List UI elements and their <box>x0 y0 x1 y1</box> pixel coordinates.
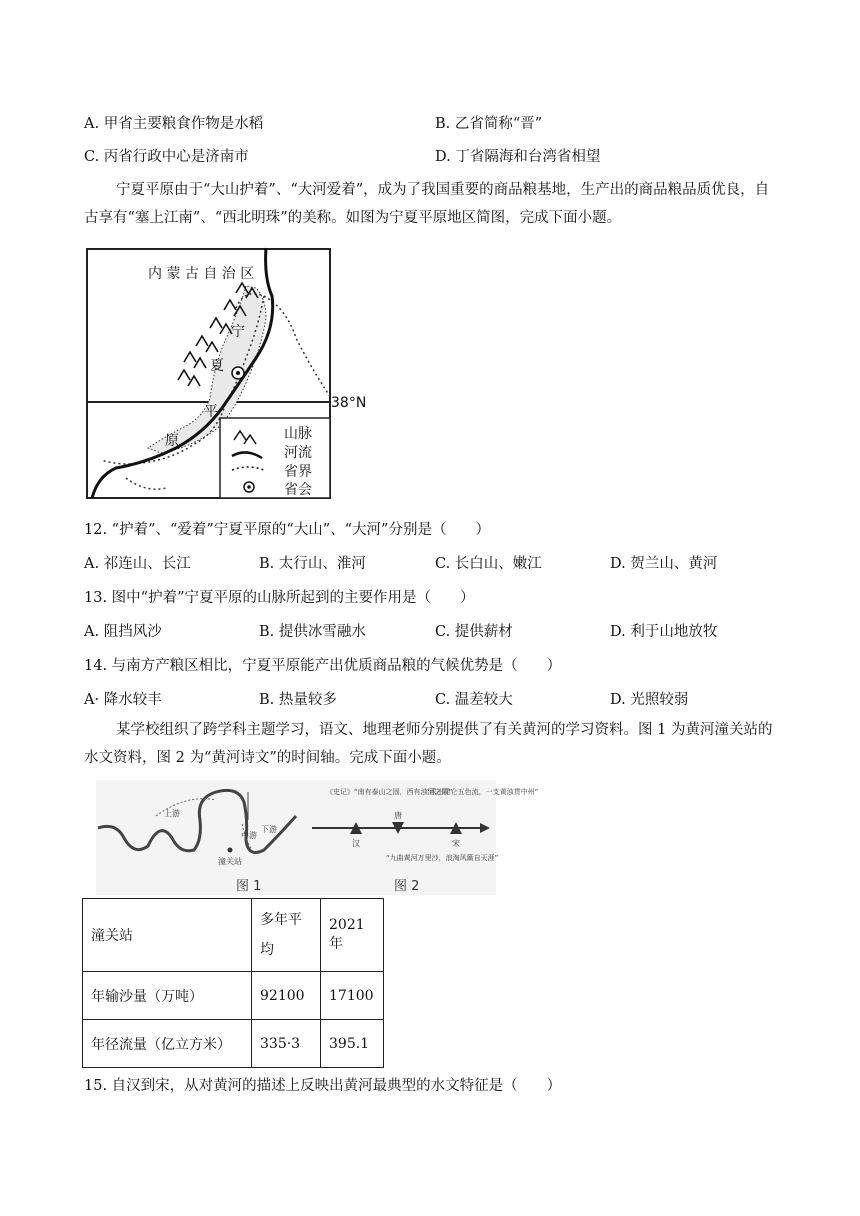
map-plain-char-2: 夏 <box>210 358 224 374</box>
q11-option-a: A. 甲省主要粮食作物是水稻 <box>84 116 264 132</box>
q12-option-c: C. 长白山、嫩江 <box>435 556 542 572</box>
fig2-quote-3: “九曲黄河万里沙，浪淘风簸自天涯” <box>386 854 499 862</box>
tongguan-table <box>82 898 384 1068</box>
q13-option-d: D. 利于山地放牧 <box>610 624 718 640</box>
passage-ningxia: 宁夏平原由于“大山护着”、“大河爱着”，成为了我国重要的商品粮基地，生产出的商品粮品质优良，自古享有“塞上江南”、“西北明珠”的美称。如图为宁夏平原地区简图，完成下面小题。 <box>84 182 770 226</box>
fig2-quote-2: “派出昆仑五色流，一支黄浊贯中州” <box>426 788 539 796</box>
table-cell: 年径流量（亿立方米） <box>83 1020 252 1068</box>
latitude-label: 38°N <box>331 395 367 411</box>
map-legend <box>220 418 330 498</box>
q12-option-d: D. 贺兰山、黄河 <box>610 556 718 572</box>
q14-option-a: A· 降水较丰 <box>84 692 162 708</box>
table-cell: 年输沙量（万吨） <box>83 972 252 1020</box>
q13-stem: 13. 图中“护着”宁夏平原的山脉所起到的主要作用是（ ） <box>84 590 475 606</box>
fig2-quote-1: 《史记》“南有泰山之固，西有浊河之限” <box>326 788 453 796</box>
q13-option-c: C. 提供薪材 <box>435 624 513 640</box>
q11-option-b: B. 乙省简称“晋” <box>435 116 543 132</box>
legend-river-label: 河流 <box>284 445 312 461</box>
legend-mountain-label: 山脉 <box>284 426 312 442</box>
fig1-caption: 图 1 <box>236 879 262 894</box>
table-header-cell: 潼关站 <box>83 899 252 972</box>
fig1-station-label: 潼关站 <box>218 857 242 866</box>
q12-stem: 12. “护着”、“爱着”宁夏平原的“大山”、“大河”分别是（ ） <box>84 522 490 538</box>
table-cell: 335·3 <box>252 1020 321 1068</box>
fig2-era-tang: 唐 <box>394 811 402 820</box>
q14-option-c: C. 温差较大 <box>435 692 513 708</box>
table-row <box>83 1020 384 1068</box>
passage-yellow-river: 某学校组织了跨学科主题学习，语文、地理老师分别提供了有关黄河的学习资料。图 1 为黄河潼关站的水文资料，图 2 为“黄河诗文”的时间轴。完成下面小题。 <box>84 722 773 766</box>
yellow-river-figures <box>96 780 539 895</box>
legend-capital-label: 省会 <box>284 482 312 498</box>
table-header-cell: 多年平均 <box>252 899 321 972</box>
fig1-middle-label: 中游 <box>241 831 257 840</box>
fig2-caption: 图 2 <box>394 879 420 894</box>
fig1-lower-label: 下游 <box>261 825 277 834</box>
map-plain-char-1: 宁 <box>231 324 245 340</box>
q15-stem: 15. 自汉到宋，从对黄河的描述上反映出黄河最典型的水文特征是（ ） <box>84 1078 562 1094</box>
q12-option-b: B. 太行山、淮河 <box>259 556 366 572</box>
table-header-cell: 2021年 <box>321 899 384 972</box>
map-plain-char-3: 平 <box>204 404 218 420</box>
ningxia-map <box>86 248 346 500</box>
q11-option-d: D. 丁省隔海和台湾省相望 <box>435 149 601 165</box>
q14-option-d: D. 光照较弱 <box>610 692 689 708</box>
fig2-era-han: 汉 <box>352 839 360 848</box>
q13-option-a: A. 阻挡风沙 <box>84 624 162 640</box>
fig2-era-song: 宋 <box>452 839 460 848</box>
q14-option-b: B. 热量较多 <box>259 692 337 708</box>
q14-stem: 14. 与南方产粮区相比，宁夏平原能产出优质商品粮的气候优势是（ ） <box>84 658 562 674</box>
fig1-upper-label: 上游 <box>164 809 180 818</box>
q12-option-a: A. 祁连山、长江 <box>84 556 191 572</box>
q13-option-b: B. 提供冰雪融水 <box>259 624 366 640</box>
table-cell: 92100 <box>252 972 321 1020</box>
map-plain-char-4: 原 <box>165 433 179 449</box>
map-region-label: 内 蒙 古 自 治 区 <box>148 266 255 282</box>
table-row <box>83 972 384 1020</box>
legend-boundary-label: 省界 <box>284 464 312 480</box>
table-cell: 17100 <box>321 972 384 1020</box>
table-cell: 395.1 <box>321 1020 384 1068</box>
q11-option-c: C. 丙省行政中心是济南市 <box>84 149 249 165</box>
table-header-row <box>83 899 384 972</box>
